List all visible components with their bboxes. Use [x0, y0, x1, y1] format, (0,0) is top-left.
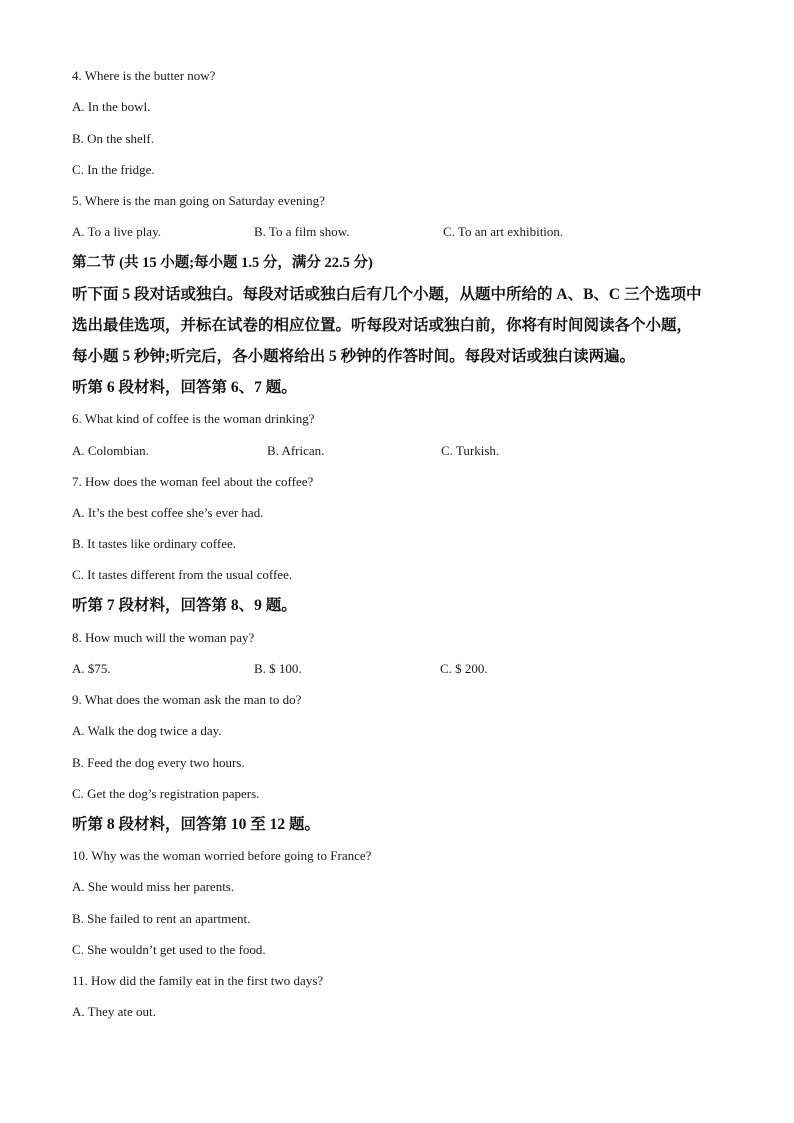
q7-option-a: A. It’s the best coffee she’s ever had.: [72, 505, 264, 520]
q6-stem: 6. What kind of coffee is the woman drinking?: [72, 411, 315, 426]
section2-title: 第二节 (共 15 小题;每小题 1.5 分，满分 22.5 分): [72, 255, 373, 271]
q8-option-a: A. $75.: [72, 661, 111, 676]
material-8-heading: 听第 8 段材料，回答第 10 至 12 题。: [72, 816, 321, 833]
q8-option-b: B. $ 100.: [254, 661, 302, 676]
q9-option-c: C. Get the dog’s registration papers.: [72, 786, 260, 801]
q10-option-a: A. She would miss her parents.: [72, 879, 235, 894]
q6-option-a: A. Colombian.: [72, 443, 149, 458]
q9-option-b: B. Feed the dog every two hours.: [72, 755, 245, 770]
q10-stem: 10. Why was the woman worried before going to France?: [72, 848, 372, 863]
q8-option-c: C. $ 200.: [440, 661, 488, 676]
material-6-heading: 听第 6 段材料，回答第 6、7 题。: [72, 379, 297, 396]
q9-stem: 9. What does the woman ask the man to do?: [72, 692, 302, 707]
q5-option-c: C. To an art exhibition.: [443, 224, 564, 239]
q8-stem: 8. How much will the woman pay?: [72, 630, 255, 645]
q10-option-b: B. She failed to rent an apartment.: [72, 911, 251, 926]
q4-option-a: A. In the bowl.: [72, 99, 151, 114]
q4-option-b: B. On the shelf.: [72, 131, 154, 146]
q4-stem: 4. Where is the butter now?: [72, 68, 216, 83]
q4-option-c: C. In the fridge.: [72, 162, 155, 177]
q7-option-b: B. It tastes like ordinary coffee.: [72, 536, 237, 551]
q10-option-c: C. She wouldn’t get used to the food.: [72, 942, 266, 957]
section2-instruction-line-3: 每小题 5 秒钟;听完后，各小题将给出 5 秒钟的作答时间。每段对话或独白读两遍。: [72, 348, 636, 365]
q9-option-a: A. Walk the dog twice a day.: [72, 723, 222, 738]
q5-stem: 5. Where is the man going on Saturday evening?: [72, 193, 325, 208]
q6-option-c: C. Turkish.: [441, 443, 500, 458]
q6-option-b: B. African.: [267, 443, 325, 458]
q5-option-b: B. To a film show.: [254, 224, 350, 239]
q7-stem: 7. How does the woman feel about the coffee?: [72, 474, 314, 489]
material-7-heading: 听第 7 段材料，回答第 8、9 题。: [72, 597, 297, 614]
q5-option-a: A. To a live play.: [72, 224, 161, 239]
q11-stem: 11. How did the family eat in the first two days?: [72, 973, 324, 988]
section2-instruction-line-2: 选出最佳选项，并标在试卷的相应位置。听每段对话或独白前，你将有时间阅读各个小题，: [72, 317, 693, 334]
q7-option-c: C. It tastes different from the usual coffee.: [72, 567, 293, 582]
section2-instruction-line-1: 听下面 5 段对话或独白。每段对话或独白后有几个小题，从题中所给的 A、B、C 三个选项中: [72, 286, 702, 303]
q11-option-a: A. They ate out.: [72, 1004, 156, 1019]
